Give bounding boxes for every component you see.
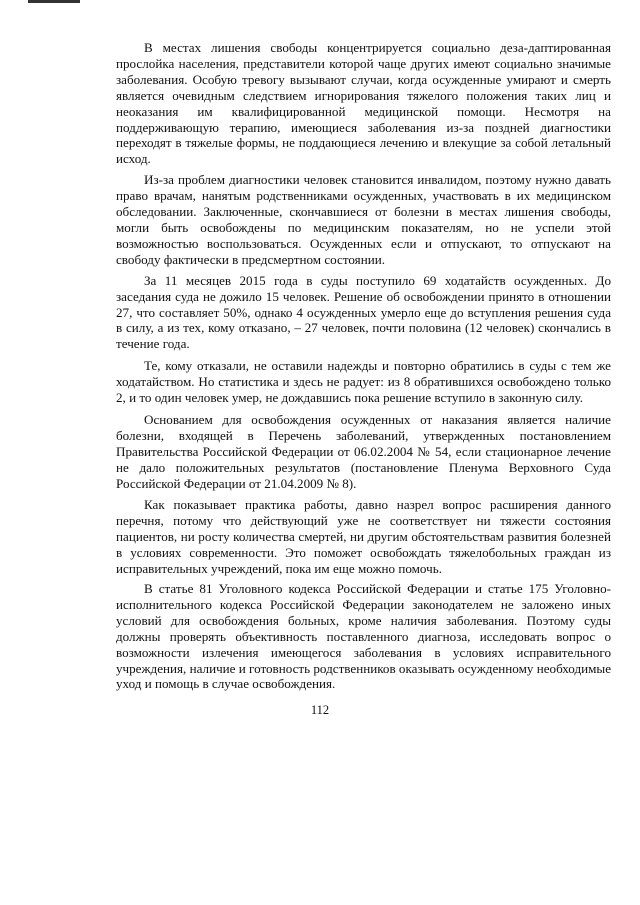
paragraph-1: В местах лишения свободы концентрируется социально деза-дaптированная прослойка населения, представители которой чаще других имеют социально значимые заболевания. Особую тревогу вызывают случаи, когда осужденные умирают и смерть является очевидным следствием игнорирования тяжелого положения таких лиц и неоказания им квалифицированной медицинской помощи. Несмотря на поддерживающую терапию, имеющиеся заболевания из-за поздней диагностики переходят в тяжелые формы, не поддающиеся лечению и влекущие за собой летальный исход. <box>116 40 611 167</box>
page-number: 112 <box>310 703 330 717</box>
paragraph-4: Те, кому отказали, не оставили надежды и повторно обратились в суды с тем же ходатайством. Но статистика и здесь не радует: из 8 обратившихся освобождено только 2, и то один человек умер, не дождавшись пока решение вступило в законную силу. <box>116 358 611 406</box>
paragraph-6: Как показывает практика работы, давно назрел вопрос расширения данного перечня, потому что действующий уже не соответствует ни тяжести состояния пациентов, ни росту количества смертей, ни другим обстоятельствам развития болезней в условиях современности. Это поможет освобождать тяжелобольных граждан из исправительных учреждений, пока им еще можно помочь. <box>116 497 611 577</box>
paragraph-2: Из-за проблем диагностики человек становится инвалидом, поэтому нужно давать право врачам, нанятым родственниками осужденных, участвовать в их медицинском обследовании. Заключенные, скончавшиеся от болезни в местах лишения свободы, могли быть освобождены по медицинским показателям, но не успели этой возможностью воспользоваться. Осужденных если и отпускают, то отпускают на свободу фактически в предсмертном состоянии. <box>116 172 611 267</box>
paragraph-5: Основанием для освобождения осужденных от наказания является наличие болезни, входящей в Перечень заболеваний, утвержденных постановлением Правительства Российской Федерации от 06.02.2004 № 54, если стационарное лечение не дало положительных результатов (постановление Пленума Верховного Суда Российской Федерации от 21.04.2009 № 8). <box>116 411 611 491</box>
paragraph-3: За 11 месяцев 2015 года в суды поступило 69 ходатайств осужденных. До заседания суда не дожило 15 человек. Решение об освобождении принято в отношении 27, что составляет 50%, однако 4 осужденных умерло еще до вступления решения суда в силу, а из тех, кому отказано, – 27 человек, почти половина (12 человек) скончались в течение года. <box>116 272 611 352</box>
paragraph-7: В статье 81 Уголовного кодекса Российской Федерации и статье 175 Уголовно-исполнительного кодекса Российской Федерации законодателем не заложено иных условий для освобождения больных, кроме наличия заболевания. Поэтому суды должны проверять объективность поставленного диагноза, исследовать вопрос о возможности излечения имеющегося заболевания в условиях исправительного учреждения, наличие и готовность родственников оказывать осужденному необходимые уход и помощь в случае освобождения. <box>116 581 612 692</box>
document-page <box>116 40 611 698</box>
scan-edge-mark <box>28 0 80 3</box>
